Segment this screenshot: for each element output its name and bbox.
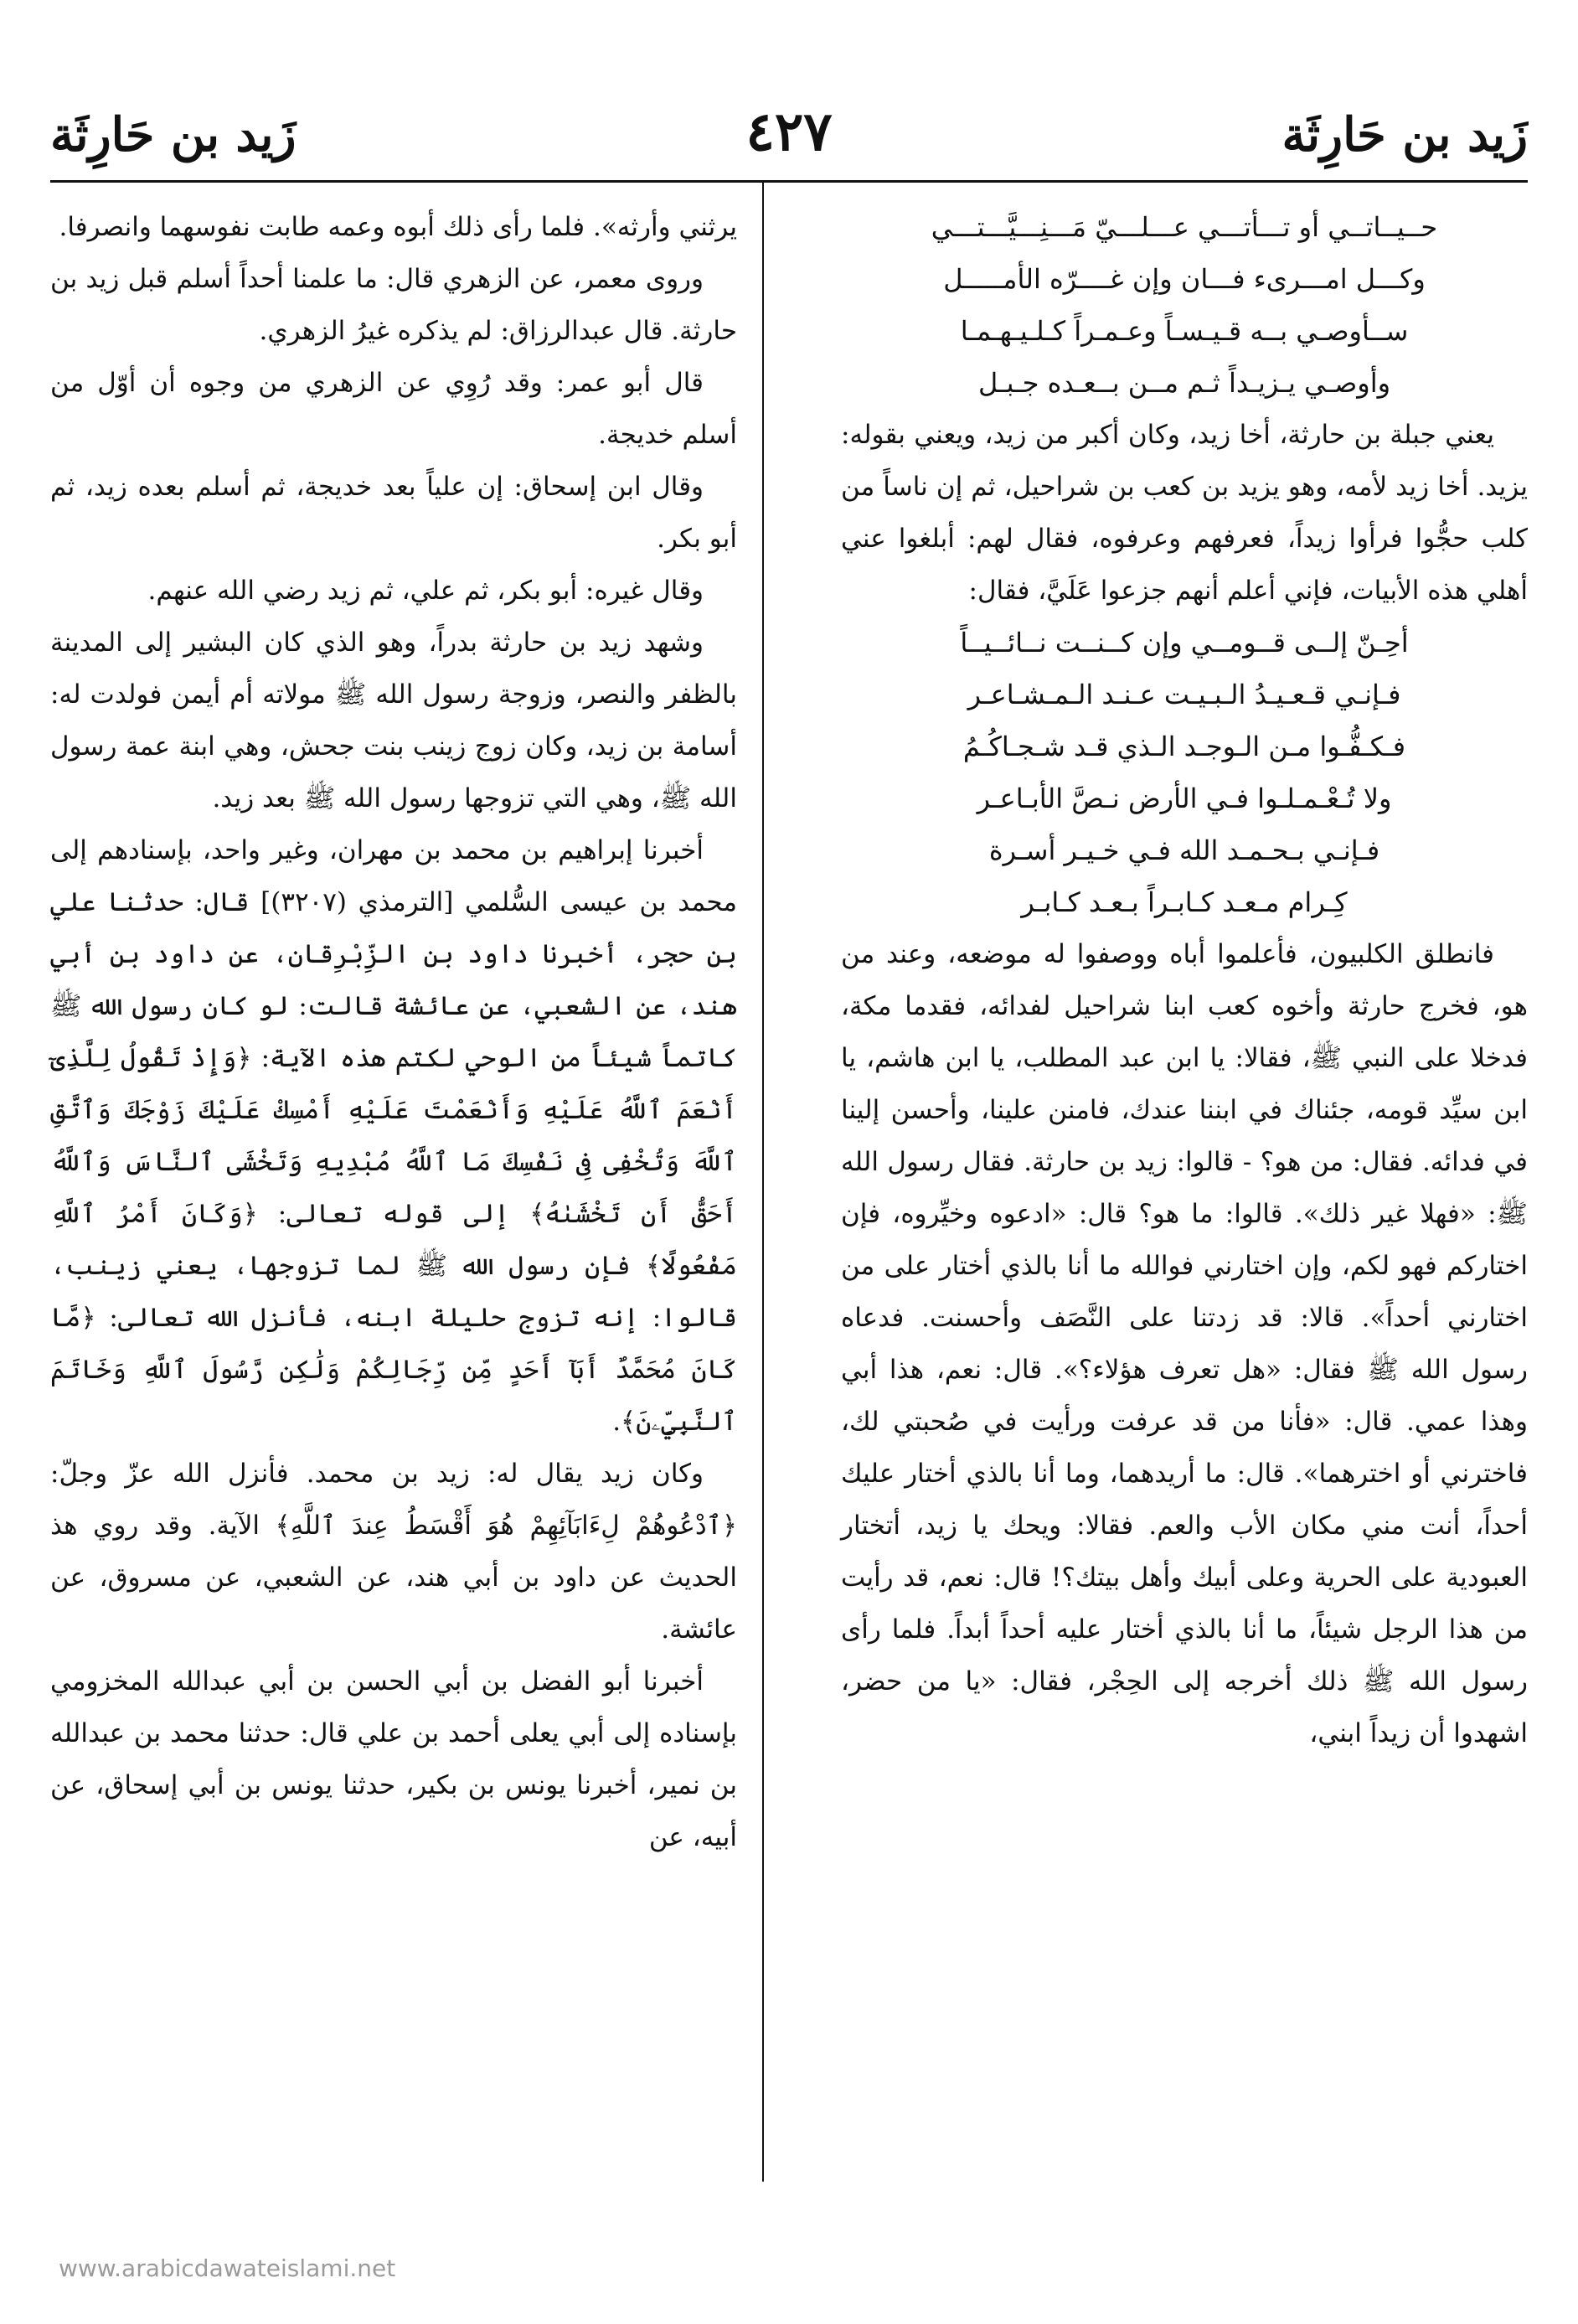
right-column-verse-line: وكـــل امـــرىء فـــان وإن غــــرّه الأمـــــل <box>943 263 1426 295</box>
page-header <box>50 101 1528 193</box>
left-column-paragraph: يرثني وأرثه». فلما رأى ذلك أبوه وعمه طابت نفوسهما وانصرفا. <box>59 212 737 242</box>
page-number: ٤٢٧ <box>745 101 833 163</box>
left-column <box>50 201 737 1863</box>
right-column-verse-line: فـإنـي بـحـمـد الله فـي خـيـر أسـرة <box>988 834 1380 866</box>
left-column-paragraph: وكان زيد يقال له: زيد بن محمد. فأنزل الله عزّ وجلّ: ﴿ٱدْعُوهُمْ لِءَابَآئِهِمْ هُوَ أَقْسَطُ عِندَ ٱللَّهِ﴾ الآية. وقد روي هذ الحديث عن داود بن أبي هند، عن الشعبي، عن مسروق، عن عائشة. <box>50 1459 737 1645</box>
right-column-verse-line: وأوصـي يـزيـداً ثـم مــن بــعـده جـبـل <box>977 367 1391 399</box>
right-column-verse-line: أحِـنّ إلــى قــومــي وإن كــنــت نــائــيــاً <box>960 627 1409 658</box>
right-column-verse-line: ولا تُـعْـمـلـوا فـي الأرض نـصَّ الأبـاعـر <box>977 782 1392 814</box>
column-divider <box>762 180 764 2182</box>
left-column-paragraph: وقال ابن إسحاق: إن علياً بعد خديجة، ثم أسلم بعده زيد، ثم أبو بكر. <box>50 472 737 554</box>
right-column-verse-line: كِـرام مـعـد كـابـراً بـعـد كـابـر <box>1021 886 1348 918</box>
right-column-verse-line: فـكـفُّـوا مـن الـوجـد الـذي قـد شـجـاكُـمُ <box>962 731 1406 762</box>
right-column-verse-line: فـإنـي قـعـيـدُ الـبـيـت عـنـد الـمـشـاعـر <box>967 679 1401 710</box>
right-column-paragraph: يعني جبلة بن حارثة، أخا زيد، وكان أكبر من زيد، ويعني بقوله: يزيد. أخا زيد لأمه، وهو يزيد بن كعب بن شراحيل، ثم إن ناساً من كلب حجُّوا فرأوا زيداً، فعرفهم وعرفوه، فقال لهم: أبلغوا عني أهلي هذه الأبيات، فإني أعلم أنهم جزعوا عَلَيَّ، فقال: <box>841 420 1528 606</box>
header-rule <box>50 180 1528 183</box>
left-column-paragraph: وروى معمر، عن الزهري قال: ما علمنا أحداً أسلم قبل زيد بن حارثة. قال عبدالرزاق: لم يذكره غيرُ الزهري. <box>50 264 737 346</box>
running-title-left: زَيد بن حَارِثَة <box>50 107 297 163</box>
left-column-paragraph: أخبرنا إبراهيم بن محمد بن مهران، وغير واحد، بإسنادهم إلى محمد بن عيسى السُّلمي [الترمذي (٣٢٠٧)] قال: حدثنا علي بن حجر، أخبرنا داود بن الزِّبْرِقان، عن داود بن أبي هند، عن الشعبي، عن عائشة قالت: لو كان رسول الله ﷺ كاتماً شيئاً من الوحي لكتم هذه الآية: ﴿وَإِذْ تَقُولُ لِلَّذِىٓ أَنْعَمَ ٱللَّهُ عَلَيْهِ وَأَنْعَمْتَ عَلَيْهِ أَمْسِكْ عَلَيْكَ زَوْجَكَ وَٱتَّقِ ٱللَّهَ وَتُخْفِى فِى نَفْسِكَ مَا ٱللَّهُ مُبْدِيهِ وَتَخْشَى ٱلنَّاسَ وَٱللَّهُ أَحَقُّ أَن تَخْشَىٰهُ﴾ إلى قوله تعالى: ﴿وَكَانَ أَمْرُ ٱللَّهِ مَفْعُولًا﴾ فإن رسول الله ﷺ لما تزوجها، يعني زينب، قالوا: إنه تزوج حليلة ابنه، فأنزل الله تعالى: ﴿مَّا كَانَ مُحَمَّدٌ أَبَآ أَحَدٍ مِّن رِّجَالِكُمْ وَلَٰكِن رَّسُولَ ٱللَّهِ وَخَاتَمَ ٱلنَّبِيِّۦنَ﴾. <box>50 835 738 1437</box>
right-column-verse-line: ســأوصـي بــه قـيـسـاً وعـمـراً كـلـيـهـمـا <box>960 315 1409 347</box>
left-column-paragraph: وقال غيره: أبو بكر، ثم علي، ثم زيد رضي الله عنهم. <box>147 576 704 606</box>
watermark-url: www.arabicdawateislami.net <box>59 2254 396 2282</box>
running-title-right: زَيد بن حَارِثَة <box>1281 107 1528 163</box>
left-column-paragraph: وشهد زيد بن حارثة بدراً، وهو الذي كان البشير إلى المدينة بالظفر والنصر، وزوجة رسول الله ﷺ مولاته أم أيمن فولدت له: أسامة بن زيد، وكان زوج زينب بنت جحش، وهي ابنة عمة رسول الله ﷺ، وهي التي تزوجها رسول الله ﷺ بعد زيد. <box>50 627 737 813</box>
left-column-paragraph: قال أبو عمر: وقد رُوِي عن الزهري من وجوه أن أوّل من أسلم خديجة. <box>50 368 737 450</box>
left-column-paragraph: أخبرنا أبو الفضل بن أبي الحسن بن أبي عبدالله المخزومي بإسناده إلى أبي يعلى أحمد بن علي قال: حدثنا محمد بن عبدالله بن نمير، أخبرنا يونس بن بكير، حدثنا يونس بن أبي إسحاق، عن أبيه، عن <box>50 1666 737 1852</box>
right-column-paragraph: فانطلق الكلبيون، فأعلموا أباه ووصفوا له موضعه، وعند من هو، فخرج حارثة وأخوه كعب ابنا شراحيل لفدائه، فقدما مكة، فدخلا على النبي ﷺ، فقالا: يا ابن عبد المطلب، يا ابن هاشم، يا ابن سيِّد قومه، جئناك في ابننا عندك، فامنن علينا، وأحسن إلينا في فدائه. فقال: من هو؟ - قالوا: زيد بن حارثة. فقال رسول الله ﷺ: «فهلا غير ذلك». قالوا: ما هو؟ قال: «ادعوه وخيِّروه، فإن اختاركم فهو لكم، وإن اختارني فوالله ما أنا بالذي أختار على من اختارني أحداً». قالا: قد زدتنا على النَّصَف وأحسنت. فدعاه رسول الله ﷺ فقال: «هل تعرف هؤلاء؟». قال: نعم، هذا أبي وهذا عمي. قال: «فأنا من قد عرفت ورأيت في صُحبتي لك، فاخترني أو اخترهما». قال: ما أريدهما، وما أنا بالذي أختار عليك أحداً، أنت مني مكان الأب والعم. فقالا: ويحك يا زيد، أتختار العبودية على الحرية وعلى أبيك وأهل بيتك؟! قال: نعم، قد رأيت من هذا الرجل شيئاً، ما أنا بالذي أختار عليه أحداً أبداً. فلما رأى رسول الله ﷺ ذلك أخرجه إلى الحِجْر، فقال: «يا من حضر، اشهدوا أن زيداً ابني، <box>841 939 1528 1748</box>
right-column-verse-line: حــيــاتــي أو تـــأتـــي عـــلـــيّ مَـــنِـــيَّـــتـــي <box>931 211 1438 243</box>
right-column <box>841 201 1528 1759</box>
